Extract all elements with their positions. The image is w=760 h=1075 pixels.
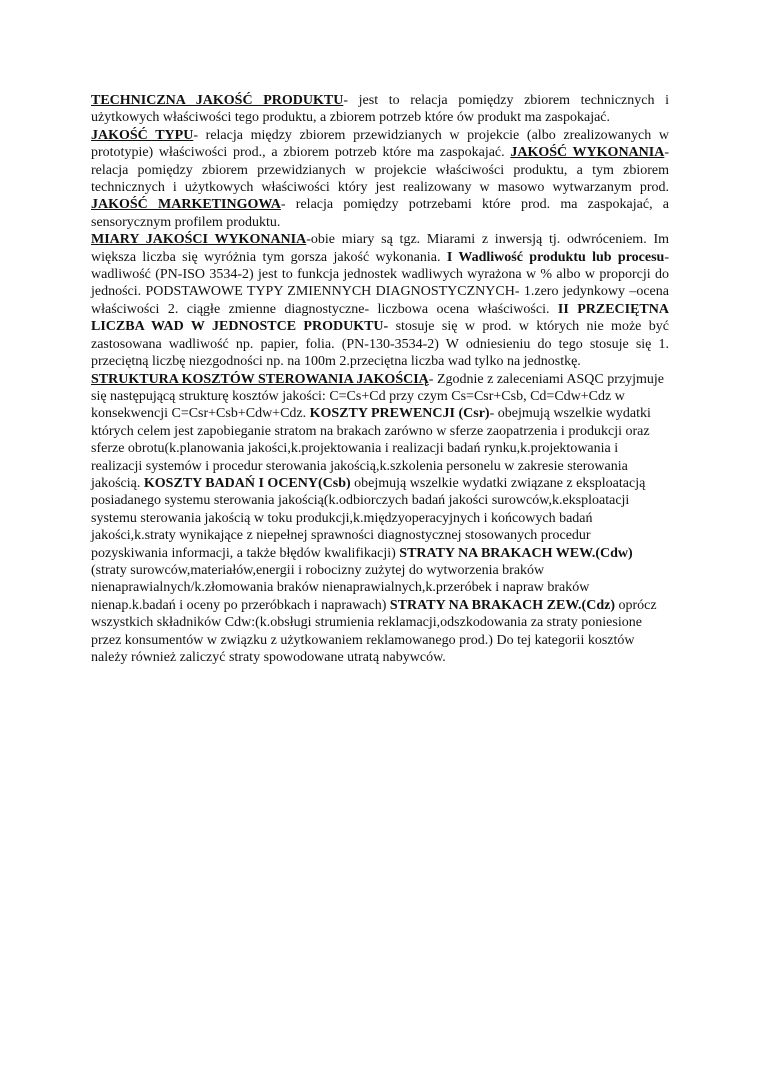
text-external-failure: oprócz wszystkich składników Cdw:(k.obsługi strumienia reklamacji,odszkodowania za straty poniesione przez konsumentów w związku z użytkowaniem reklamowanego prod.) Do tej kategorii kosztów należy również zaliczyć straty spowodowane utratą nabywców. bbox=[91, 597, 657, 665]
paragraph-quality-costs bbox=[91, 371, 669, 667]
text-defectiveness: - wadliwość (PN-ISO 3534-2) jest to funkcja jednostek wadliwych wyrażona w % albo w proporcji do jedności. PODSTAWOWE TYPY ZMIENNYCH DIAGNOSTYCZNYCH- 1.zero jedynkowy –ocena właściwości 2. ciągłe zmienne diagnostyczne- liczbowa ocena właściwości. bbox=[91, 249, 669, 317]
subheading-prevention-costs: KOSZTY PREWENCJI (Csr) bbox=[309, 406, 490, 422]
paragraph-quality-types bbox=[91, 127, 669, 231]
subheading-average-defects: II PRZECIĘTNA LICZBA WAD W JEDNOSTCE PRODUKTU- bbox=[91, 301, 669, 335]
paragraph-technical-quality bbox=[91, 92, 669, 127]
definition-marketing-quality: - relacja pomiędzy potrzebami które prod. ma zaspokajać, a sensorycznym profilem produktu. bbox=[91, 197, 670, 230]
text-quality-measures: -obie miary są tgz. Miarami z inwersją tj. odwróceniem. Im większa liczba się wyróżnia tym gorsza jakość wykonania. bbox=[91, 232, 669, 265]
definition-workmanship-quality: - relacja pomiędzy zbiorem przewidzianych w projekcie właściwości produktu, a tym zbiorem technicznych i użytkowych właściwości który jest realizowany w masowo wytwarzanym prod. bbox=[91, 145, 669, 196]
text-internal-failure: (straty surowców,materiałów,energii i robocizny zużytej do wytworzenia braków nienaprawialnych/k.złomowania braków nienaprawialnych,k.przeróbek i napraw braków nienap.k.badań i oceny po przeróbkach i naprawach) bbox=[91, 562, 590, 613]
text-appraisal-costs: obejmują wszelkie wydatki związane z eksploatacją posiadanego systemu sterowania jakością(k.odbiorczych badań jakości surowców,k.eksploatacji systemu sterowania jakością w toku produkcji,k.międzyoperacyjnych i końcowych badań jakości,k.straty wynikające z niepełnej sprawności diagnostycznej stosowanych procedur pozyskiwania informacji, a także błędów kwalifikacji) bbox=[91, 475, 646, 561]
text-prevention-costs: - obejmują wszelkie wydatki których celem jest zapobieganie stratom na brakach zarówno w sferze zaopatrzenia i produkcji oraz sferze obrotu(k.planowania jakości,k.projektowania i realizacji badań rynku,k.projektowania i realizacji systemów i procedur sterowania jakością,k.szkolenia personelu w zakresie sterowania jakością. bbox=[91, 406, 651, 491]
heading-type-quality: JAKOŚĆ TYPU bbox=[91, 127, 194, 143]
heading-quality-cost-structure: STRUKTURA KOSZTÓW STEROWANIA JAKOŚCIĄ bbox=[91, 371, 429, 387]
subheading-internal-failure: STRATY NA BRAKACH WEW.(Cdw) bbox=[399, 545, 633, 561]
paragraph-quality-measures bbox=[91, 231, 669, 370]
subheading-appraisal-costs: KOSZTY BADAŃ I OCENY(Csb) bbox=[143, 475, 351, 491]
subheading-external-failure: STRATY NA BRAKACH ZEW.(Cdz) bbox=[389, 597, 615, 613]
heading-quality-measures: MIARY JAKOŚCI WYKONANIA bbox=[91, 232, 307, 248]
subheading-defectiveness: I Wadliwość produktu lub procesu bbox=[446, 249, 665, 265]
heading-workmanship-quality: JAKOŚĆ WYKONANIA bbox=[510, 145, 665, 161]
document-page bbox=[91, 92, 669, 666]
heading-technical-quality: TECHNICZNA JAKOŚĆ PRODUKTU bbox=[91, 93, 344, 108]
heading-marketing-quality: JAKOŚĆ MARKETINGOWA bbox=[91, 197, 281, 213]
text-average-defects: stosuje się w prod. w których nie może być zastosowana wadliwość np. papier, folia. (PN-130-3534-2) W odniesieniu do tego stosuje się 1. przeciętną liczbę niezgodności np. na 100m 2.przeciętna liczba wad tylko na jednostkę. bbox=[91, 319, 669, 370]
definition-type-quality: - relacja między zbiorem przewidzianych w projekcie (albo zrealizowanych w prototypie) właściwości prod., a zbiorem potrzeb które ma zaspokajać. bbox=[91, 127, 669, 161]
text-quality-cost-structure: - Zgodnie z zaleceniami ASQC przyjmuje się następującą strukturę kosztów jakości: C=Cs+Cd przy czym Cs=Csr+Csb, Cd=Cdw+Cdz w konsekwencji C=Csr+Csb+Cdw+Cdz. bbox=[91, 371, 664, 422]
definition-technical-quality: - jest to relacja pomiędzy zbiorem technicznych i użytkowych właściwości tego produktu, a zbiorem potrzeb które ów produkt ma zaspokajać. bbox=[91, 93, 670, 126]
